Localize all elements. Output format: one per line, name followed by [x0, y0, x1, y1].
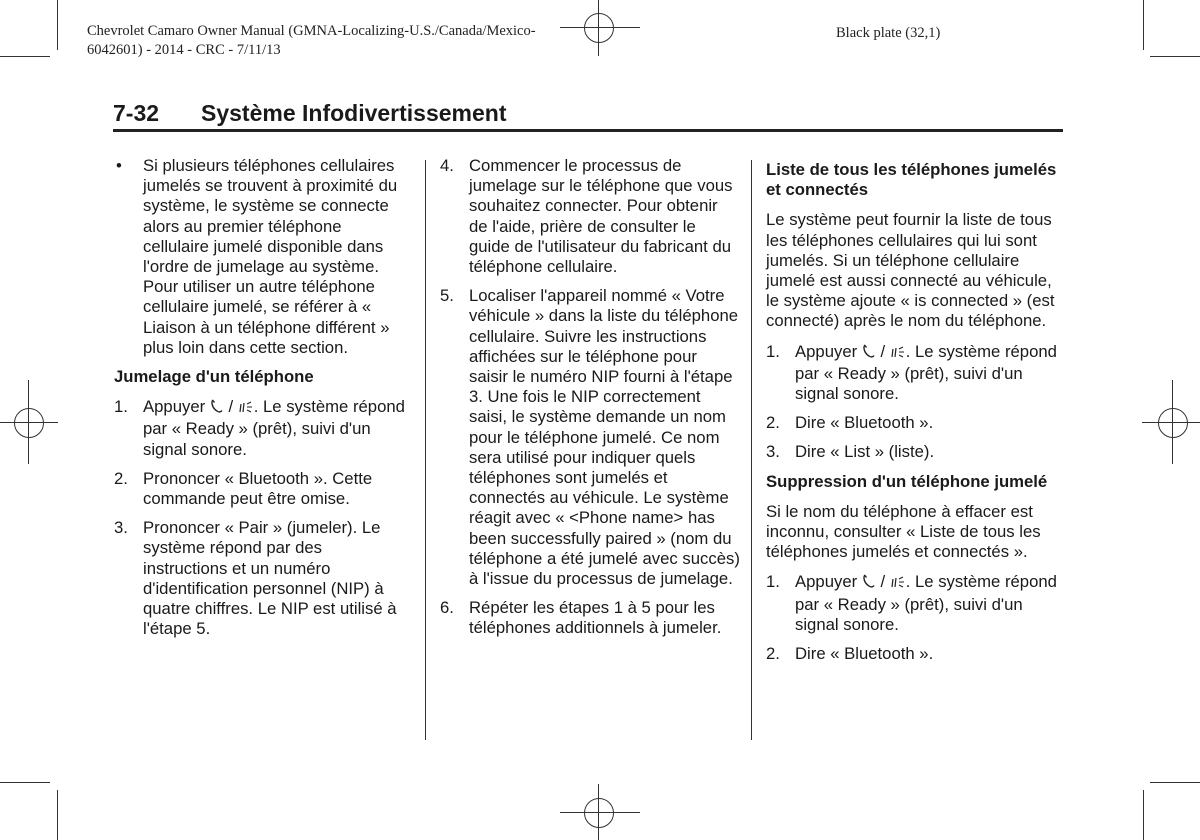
step-number: 1. [766, 572, 780, 592]
print-header-right: Black plate (32,1) [836, 25, 941, 41]
step-text: Prononcer « Bluetooth ». Cette commande peut être omise. [143, 468, 373, 509]
step-text-post: . Le système répond par « Ready » (prêt), suivi d'un signal sonore. [795, 341, 1057, 404]
step-item [766, 572, 1066, 635]
step-text: Commencer le processus de jumelage sur le téléphone que vous souhaitez connecter. Pour obtenir de l'aide, prière de consulter le guide de l'utilisateur du fabricant du téléphone cellulaire. [469, 156, 733, 277]
step-text-post: . Le système répond par « Ready » (prêt), suivi d'un signal sonore. [795, 572, 1057, 634]
section-heading: Suppression d'un téléphone jumelé [766, 471, 1048, 491]
slash: / [880, 572, 886, 592]
step-number: 4. [440, 156, 454, 175]
phone-icon [862, 573, 876, 594]
bullet-item [114, 156, 410, 358]
print-header-left [87, 22, 607, 60]
step-item [440, 286, 740, 589]
step-number: 1. [114, 397, 128, 417]
print-header-line2: 6042601) - 2014 - CRC - 7/11/13 [87, 42, 281, 58]
column-divider [751, 160, 752, 740]
step-number: 3. [766, 442, 780, 462]
step-text: Prononcer « Pair » (jumeler). Le système répond par des instructions et un numéro d'identification personnel (NIP) à quatre chiffres. Le NIP est utilisé à l'étape 5. [143, 518, 397, 639]
column-1 [114, 156, 410, 648]
step-number: 2. [766, 644, 780, 664]
title-rule [113, 129, 1063, 132]
slash: / [228, 397, 234, 417]
slash: / [880, 341, 886, 361]
section-heading: Jumelage d'un téléphone [114, 367, 314, 387]
step-number: 5. [440, 286, 454, 306]
column-divider [425, 160, 426, 740]
paragraph: Le système peut fournir la liste de tous les téléphones cellulaires qui lui sont jumelés. Si un téléphone cellulaire jumelé est aussi connecté au véhicule, le système ajoute « is connected » (est connecté) après le nom du téléphone. [766, 210, 1055, 331]
step-text-post: . Le système répond par « Ready » (prêt), suivi d'un signal sonore. [143, 397, 405, 459]
phone-icon [862, 343, 876, 364]
step-item [766, 644, 1066, 664]
step-item [114, 469, 410, 509]
step-text: Dire « Bluetooth ». [795, 413, 934, 433]
voice-icon [238, 398, 254, 419]
step-text: Répéter les étapes 1 à 5 pour les téléphones additionnels à jumeler. [469, 598, 722, 638]
page-title-row [113, 100, 1063, 130]
step-text: Dire « List » (liste). [795, 442, 935, 462]
page-number: 7-32 [113, 100, 160, 126]
step-number: 2. [114, 468, 128, 488]
step-number: 6. [440, 598, 454, 618]
step-item [766, 413, 1066, 433]
step-item [114, 397, 410, 460]
voice-icon [890, 343, 906, 364]
column-2 [440, 156, 740, 648]
step-text-pre: Appuyer [795, 341, 858, 361]
step-item [114, 518, 410, 639]
step-text: Dire « Bluetooth ». [795, 644, 934, 664]
step-item [766, 342, 1066, 405]
phone-icon [210, 398, 224, 419]
step-item [440, 156, 740, 277]
step-item [440, 598, 740, 638]
step-text-pre: Appuyer [795, 572, 858, 592]
section-heading: Liste de tous les téléphones jumelés et connectés [766, 160, 1057, 200]
bullet-mark: • [116, 156, 122, 175]
paragraph: Si le nom du téléphone à effacer est inconnu, consulter « Liste de tous les téléphones jumelés et connectés ». [766, 501, 1041, 562]
column-3 [766, 156, 1066, 673]
step-text: Localiser l'appareil nommé « Votre véhicule » dans la liste du téléphone cellulaire. Suivre les instructions affichées sur le téléphone pour saisir le numéro NIP fourni à l'étape 3. Une fois le NIP correctement saisi, le système demande un nom pour le téléphone jumelé. Ce nom sera utilisé pour indiquer quels téléphones sont jumelés et connectés au véhicule. Le système réagit avec « <Phone name> has been successfully paired » (nom du téléphone a été jumelé avec succès) à l'issue du processus de jumelage. [469, 286, 740, 589]
step-number: 1. [766, 341, 780, 361]
bullet-text: Si plusieurs téléphones cellulaires jumelés se trouvent à proximité du système, le système se connecte alors au premier téléphone cellulaire jumelé disponible dans l'ordre de jumelage au système. Pour utiliser un autre téléphone cellulaire jumelé, se référer à « Liaison à un téléphone différent » plus loin dans cette section. [143, 156, 398, 357]
step-text-pre: Appuyer [143, 397, 206, 417]
voice-icon [890, 573, 906, 594]
page-title: Système Infodivertissement [201, 100, 507, 126]
print-header-line1: Chevrolet Camaro Owner Manual (GMNA-Localizing-U.S./Canada/Mexico- [87, 23, 536, 39]
step-number: 2. [766, 413, 780, 433]
step-number: 3. [114, 518, 128, 538]
step-item [766, 442, 1066, 462]
